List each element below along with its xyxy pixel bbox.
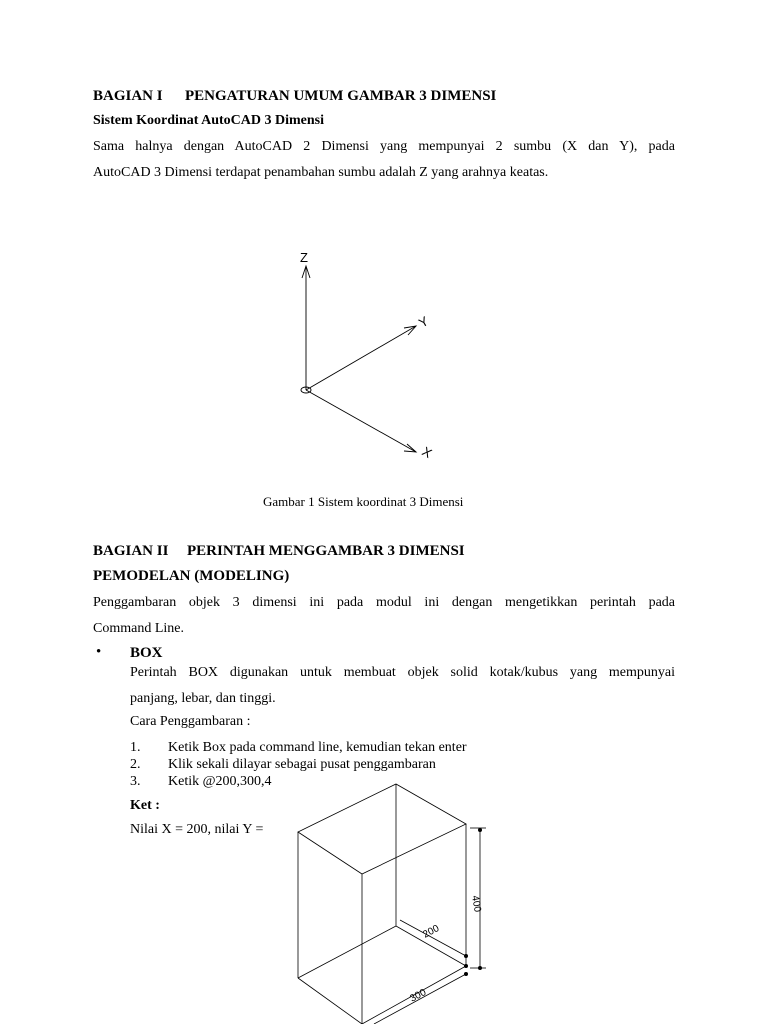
box-description bbox=[130, 660, 675, 712]
box-description-line1: Perintah BOX digunakan untuk membuat objek solid kotak/kubus yang mempunyai bbox=[130, 665, 675, 680]
section2-paragraph-line1: Penggambaran objek 3 dimensi ini pada modul ini dengan mengetikkan perintah pada bbox=[93, 595, 675, 610]
step-text: Klik sekali dilayar sebagai pusat penggambaran bbox=[168, 757, 436, 772]
section2-paragraph bbox=[93, 590, 675, 642]
section2-paragraph-line2: Command Line. bbox=[93, 621, 184, 636]
step-item bbox=[130, 739, 467, 756]
coordinate-system-figure bbox=[280, 240, 460, 470]
box-bullet: • bbox=[96, 644, 102, 660]
section1-title: PENGATURAN UMUM GAMBAR 3 DIMENSI bbox=[185, 88, 497, 104]
width-dimension-label: 200 bbox=[421, 923, 442, 941]
y-axis-label: Y bbox=[416, 313, 432, 331]
section1-subtitle: Sistem Koordinat AutoCAD 3 Dimensi bbox=[93, 113, 325, 128]
section2-heading bbox=[93, 543, 465, 560]
step-item bbox=[130, 773, 272, 790]
dimension-dot bbox=[464, 972, 468, 976]
step-text: Ketik @200,300,4 bbox=[168, 774, 272, 789]
y-axis-line bbox=[306, 326, 416, 390]
height-dimension-label: 400 bbox=[469, 894, 483, 913]
step-number: 1. bbox=[130, 740, 141, 755]
section1-paragraph-line2: AutoCAD 3 Dimensi terdapat penambahan sumbu adalah Z yang arahnya keatas. bbox=[93, 165, 549, 180]
dimension-dot bbox=[478, 966, 482, 970]
x-axis-arrowhead bbox=[404, 444, 416, 452]
x-axis-label: X bbox=[419, 443, 435, 461]
y-axis-arrowhead bbox=[404, 326, 416, 335]
depth-dimension-label: 300 bbox=[408, 987, 429, 1005]
figure1-caption: Gambar 1 Sistem koordinat 3 Dimensi bbox=[263, 494, 464, 509]
section2-subtitle: PEMODELAN (MODELING) bbox=[93, 568, 290, 584]
ket-label: Ket : bbox=[130, 798, 160, 813]
ket-text: Nilai X = 200, nilai Y = bbox=[130, 822, 264, 837]
z-axis-label: Z bbox=[300, 250, 308, 265]
box-description-line2: panjang, lebar, dan tinggi. bbox=[130, 691, 276, 706]
step-number: 2. bbox=[130, 757, 141, 772]
section1-heading bbox=[93, 88, 496, 105]
method-label: Cara Penggambaran : bbox=[130, 714, 251, 729]
box-title: BOX bbox=[130, 645, 163, 661]
x-axis-line bbox=[306, 390, 416, 452]
section2-title: PERINTAH MENGGAMBAR 3 DIMENSI bbox=[187, 543, 465, 559]
step-text: Ketik Box pada command line, kemudian tekan enter bbox=[168, 740, 467, 755]
dimension-dot bbox=[464, 954, 468, 958]
section1-paragraph bbox=[93, 134, 675, 186]
section1-paragraph-line1: Sama halnya dengan AutoCAD 2 Dimensi yang mempunyai 2 sumbu (X dan Y), pada bbox=[93, 139, 675, 154]
section1-number: BAGIAN I bbox=[93, 88, 163, 104]
dimension-dot bbox=[464, 964, 468, 968]
box-figure bbox=[290, 780, 510, 1024]
step-item bbox=[130, 756, 436, 773]
section2-number: BAGIAN II bbox=[93, 543, 169, 559]
dimension-dot bbox=[478, 828, 482, 832]
step-number: 3. bbox=[130, 774, 141, 789]
